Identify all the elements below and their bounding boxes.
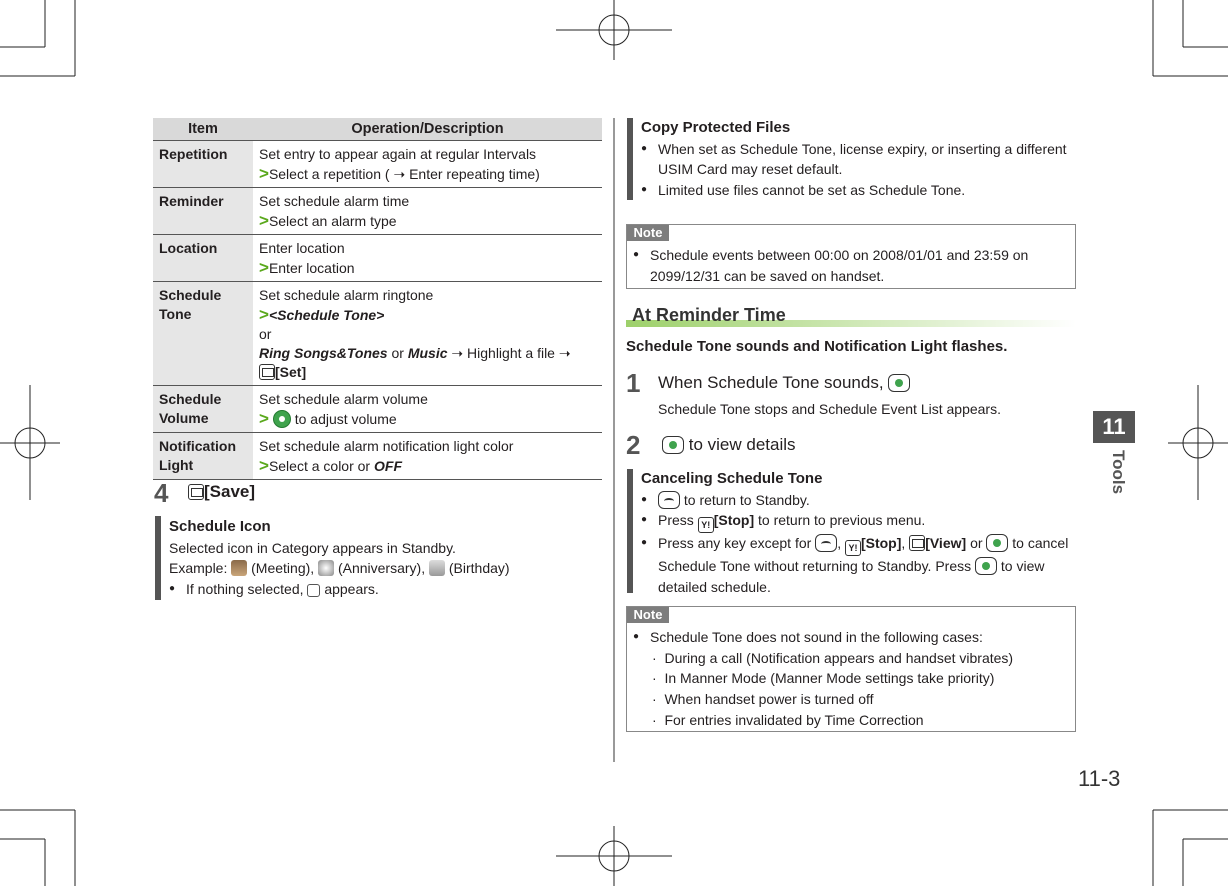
bullet	[641, 490, 1068, 511]
yahoo-key-icon: Y!	[698, 517, 714, 533]
end-key-icon	[815, 534, 837, 552]
item-line-2: Volume	[159, 409, 209, 426]
schedule-icon-bullet	[169, 579, 510, 600]
birthday-label: (Birthday)	[448, 560, 510, 576]
note-label: Note	[627, 607, 669, 623]
sidebar-bar	[627, 118, 633, 200]
anniversary-label: (Anniversary),	[337, 560, 426, 576]
sidebar-bar	[627, 469, 633, 593]
action-text: to adjust volume	[294, 410, 397, 427]
note-sublist	[650, 648, 1013, 731]
schedule-tone-option: <Schedule Tone>	[268, 306, 385, 323]
table-header-operation: Operation/Description	[253, 118, 602, 140]
note-lead: Schedule Tone does not sound in the following cases:	[650, 629, 983, 645]
copy-protected-title: Copy Protected Files	[641, 119, 791, 136]
list-item-text: During a call (Notification appears and handset vibrates)	[664, 649, 1014, 666]
bullet-text-cont: USIM Card may reset default.	[658, 161, 843, 177]
bullet	[641, 180, 1067, 201]
desc-text: Set schedule alarm notification light color	[259, 437, 514, 454]
desc-text: Enter location	[259, 239, 345, 256]
right-arrow-icon: ➝	[558, 344, 571, 361]
schedule-icon-section	[169, 517, 510, 599]
item-cell	[153, 432, 253, 479]
step-4	[188, 482, 255, 502]
end-key-icon	[658, 491, 680, 509]
action-text: Select a color or	[268, 457, 371, 474]
item-cell: Reminder	[153, 187, 253, 234]
bullet-icon: ●	[169, 582, 176, 594]
set-label: [Set]	[275, 363, 307, 380]
copy-protected-section	[641, 118, 1067, 200]
chapter-name: Tools	[1109, 450, 1128, 495]
bullet-icon: ●	[633, 631, 640, 642]
canceling-title: Canceling Schedule Tone	[641, 470, 823, 487]
chapter-number: 11	[1093, 411, 1135, 443]
action-text-2: Enter repeating time)	[409, 165, 540, 182]
center-key-icon	[975, 557, 997, 575]
dot-icon: ·	[652, 691, 657, 708]
bullet-text: When set as Schedule Tone, license expiry, or inserting a different	[658, 140, 1067, 157]
bullet-text-post: to cancel	[1012, 535, 1069, 551]
note-box	[626, 224, 1076, 289]
desc-cell	[253, 187, 602, 234]
bullet-text-line2: Schedule Tone without returning to Standby. Press	[658, 558, 972, 574]
dot-icon: ·	[652, 711, 657, 728]
step-1-text: When Schedule Tone sounds,	[658, 373, 884, 392]
green-arrow-icon: >	[259, 163, 269, 183]
settings-table	[153, 118, 602, 480]
table-header-item: Item	[153, 118, 253, 140]
note-box	[626, 606, 1076, 732]
bullet-icon: ●	[641, 514, 648, 525]
page-number: 11-3	[1078, 766, 1121, 791]
item-line-1: Schedule	[159, 286, 222, 303]
bullet-text-a: If nothing selected,	[186, 580, 304, 597]
anniversary-icon	[318, 560, 334, 576]
step-number: 2	[626, 430, 641, 460]
table-row	[153, 385, 602, 432]
item-line-2: Light	[159, 456, 194, 473]
green-arrow-icon: >	[259, 257, 269, 277]
item-line-1: Schedule	[159, 390, 222, 407]
meeting-icon	[231, 560, 247, 576]
item-cell	[153, 385, 253, 432]
center-key-icon	[662, 436, 684, 454]
save-label: [Save]	[204, 482, 256, 501]
step-number: 1	[626, 368, 641, 398]
bullet	[641, 139, 1067, 180]
center-key-icon	[986, 534, 1008, 552]
off-option: OFF	[374, 457, 402, 474]
bullet-icon: ●	[641, 493, 648, 505]
note-text: Schedule events between 00:00 on 2008/01/01 and 23:59 on	[650, 247, 1029, 263]
list-item	[652, 648, 1013, 669]
list-item-text: For entries invalidated by Time Correction	[664, 711, 924, 728]
meeting-label: (Meeting),	[251, 560, 315, 576]
step-2	[662, 435, 796, 455]
step-2-text: to view details	[688, 435, 796, 454]
list-item	[652, 689, 1013, 710]
note-label: Note	[627, 225, 669, 241]
note-bullet	[633, 627, 1013, 731]
table-row	[153, 281, 602, 385]
bullet: ● Press any key except for , Y! [Stop], [View] or to cancel Schedule Tone without returning to Standby. Press to view detailed schedule.	[641, 535, 1069, 595]
green-arrow-icon: >	[259, 408, 269, 428]
action-text: Enter location	[268, 259, 355, 276]
desc-cell	[253, 385, 602, 432]
highlight-text: Highlight a file	[467, 344, 555, 361]
action-text: Select a repetition (	[268, 165, 390, 182]
ring-songs-option: Ring Songs&Tones	[259, 344, 388, 361]
or-text: or	[970, 535, 983, 551]
section-heading: At Reminder Time	[632, 305, 786, 325]
note-bullet	[633, 245, 1028, 286]
step-number: 4	[154, 478, 169, 508]
sidebar-bar	[155, 516, 161, 600]
bullet-icon: ●	[641, 537, 648, 548]
example-prefix: Example:	[169, 560, 228, 576]
schedule-icon-example	[169, 558, 510, 579]
mail-key-icon	[909, 535, 925, 551]
center-key-icon	[888, 374, 910, 392]
list-item	[652, 668, 1013, 689]
bullet	[641, 510, 1068, 533]
bullet-text-b: appears.	[324, 580, 379, 597]
desc-cell	[253, 234, 602, 281]
table-row	[153, 187, 602, 234]
or-text-2: or	[391, 344, 404, 361]
bullet-icon: ●	[641, 183, 648, 195]
section-intro: Schedule Tone sounds and Notification Light flashes.	[626, 338, 1008, 355]
yahoo-key-icon: Y!	[845, 540, 861, 556]
item-cell: Location	[153, 234, 253, 281]
canceling-section	[641, 469, 1068, 597]
bullet-text: to return to Standby.	[683, 491, 810, 508]
desc-text: Set schedule alarm ringtone	[259, 286, 434, 303]
table-row	[153, 432, 602, 479]
list-item-text: In Manner Mode (Manner Mode settings take priority)	[664, 670, 995, 687]
stop-label: [Stop]	[860, 535, 902, 551]
bullet-text-line3: detailed schedule.	[658, 578, 771, 595]
bullet-icon: ●	[641, 142, 648, 154]
dot-icon: ·	[652, 670, 657, 687]
bullet-text: Limited use files cannot be set as Schedule Tone.	[658, 181, 966, 198]
list-item	[652, 710, 1013, 731]
bullet-icon: ●	[633, 249, 640, 260]
desc-text: Set schedule alarm volume	[259, 390, 428, 407]
step-1-sub: Schedule Tone stops and Schedule Event List appears.	[658, 401, 1001, 417]
bullet-text-post: to return to previous menu.	[758, 512, 926, 528]
step-1	[658, 373, 910, 393]
item-cell: Repetition	[153, 140, 253, 187]
navigation-key-icon	[273, 410, 291, 428]
view-label: [View]	[925, 535, 967, 551]
desc-cell	[253, 281, 602, 385]
desc-cell	[253, 432, 602, 479]
item-line-2: Tone	[159, 305, 192, 322]
table-row	[153, 140, 602, 187]
birthday-icon	[429, 560, 445, 576]
desc-cell	[253, 140, 602, 187]
mail-key-icon	[188, 484, 204, 500]
schedule-icon-line1: Selected icon in Category appears in Standby.	[169, 539, 456, 556]
bullet-text-line2b: to view	[1000, 558, 1045, 574]
desc-text: Set schedule alarm time	[259, 192, 410, 209]
table-header-row	[153, 118, 602, 140]
green-arrow-icon: >	[259, 304, 269, 324]
right-arrow-icon: ➝	[393, 165, 406, 182]
or-text: or	[259, 325, 272, 342]
schedule-icon-title: Schedule Icon	[169, 518, 271, 535]
item-cell	[153, 281, 253, 385]
action-text: Select an alarm type	[268, 212, 397, 229]
item-line-1: Notification	[159, 437, 236, 454]
list-item-text: When handset power is turned off	[664, 691, 874, 708]
table-row	[153, 234, 602, 281]
music-option: Music	[407, 344, 448, 361]
right-arrow-icon: ➝	[451, 344, 464, 361]
desc-text: Set entry to appear again at regular Intervals	[259, 145, 537, 162]
stop-label: [Stop]	[713, 512, 755, 528]
note-text-cont: 2099/12/31 can be saved on handset.	[650, 267, 885, 284]
dot-icon: ·	[652, 649, 657, 666]
green-arrow-icon: >	[259, 210, 269, 230]
blank-schedule-icon	[307, 584, 320, 597]
bullet-text: Press any key except for	[658, 535, 812, 551]
bullet-text: Press	[658, 512, 694, 528]
mail-key-icon	[259, 364, 275, 380]
green-arrow-icon: >	[259, 455, 269, 475]
